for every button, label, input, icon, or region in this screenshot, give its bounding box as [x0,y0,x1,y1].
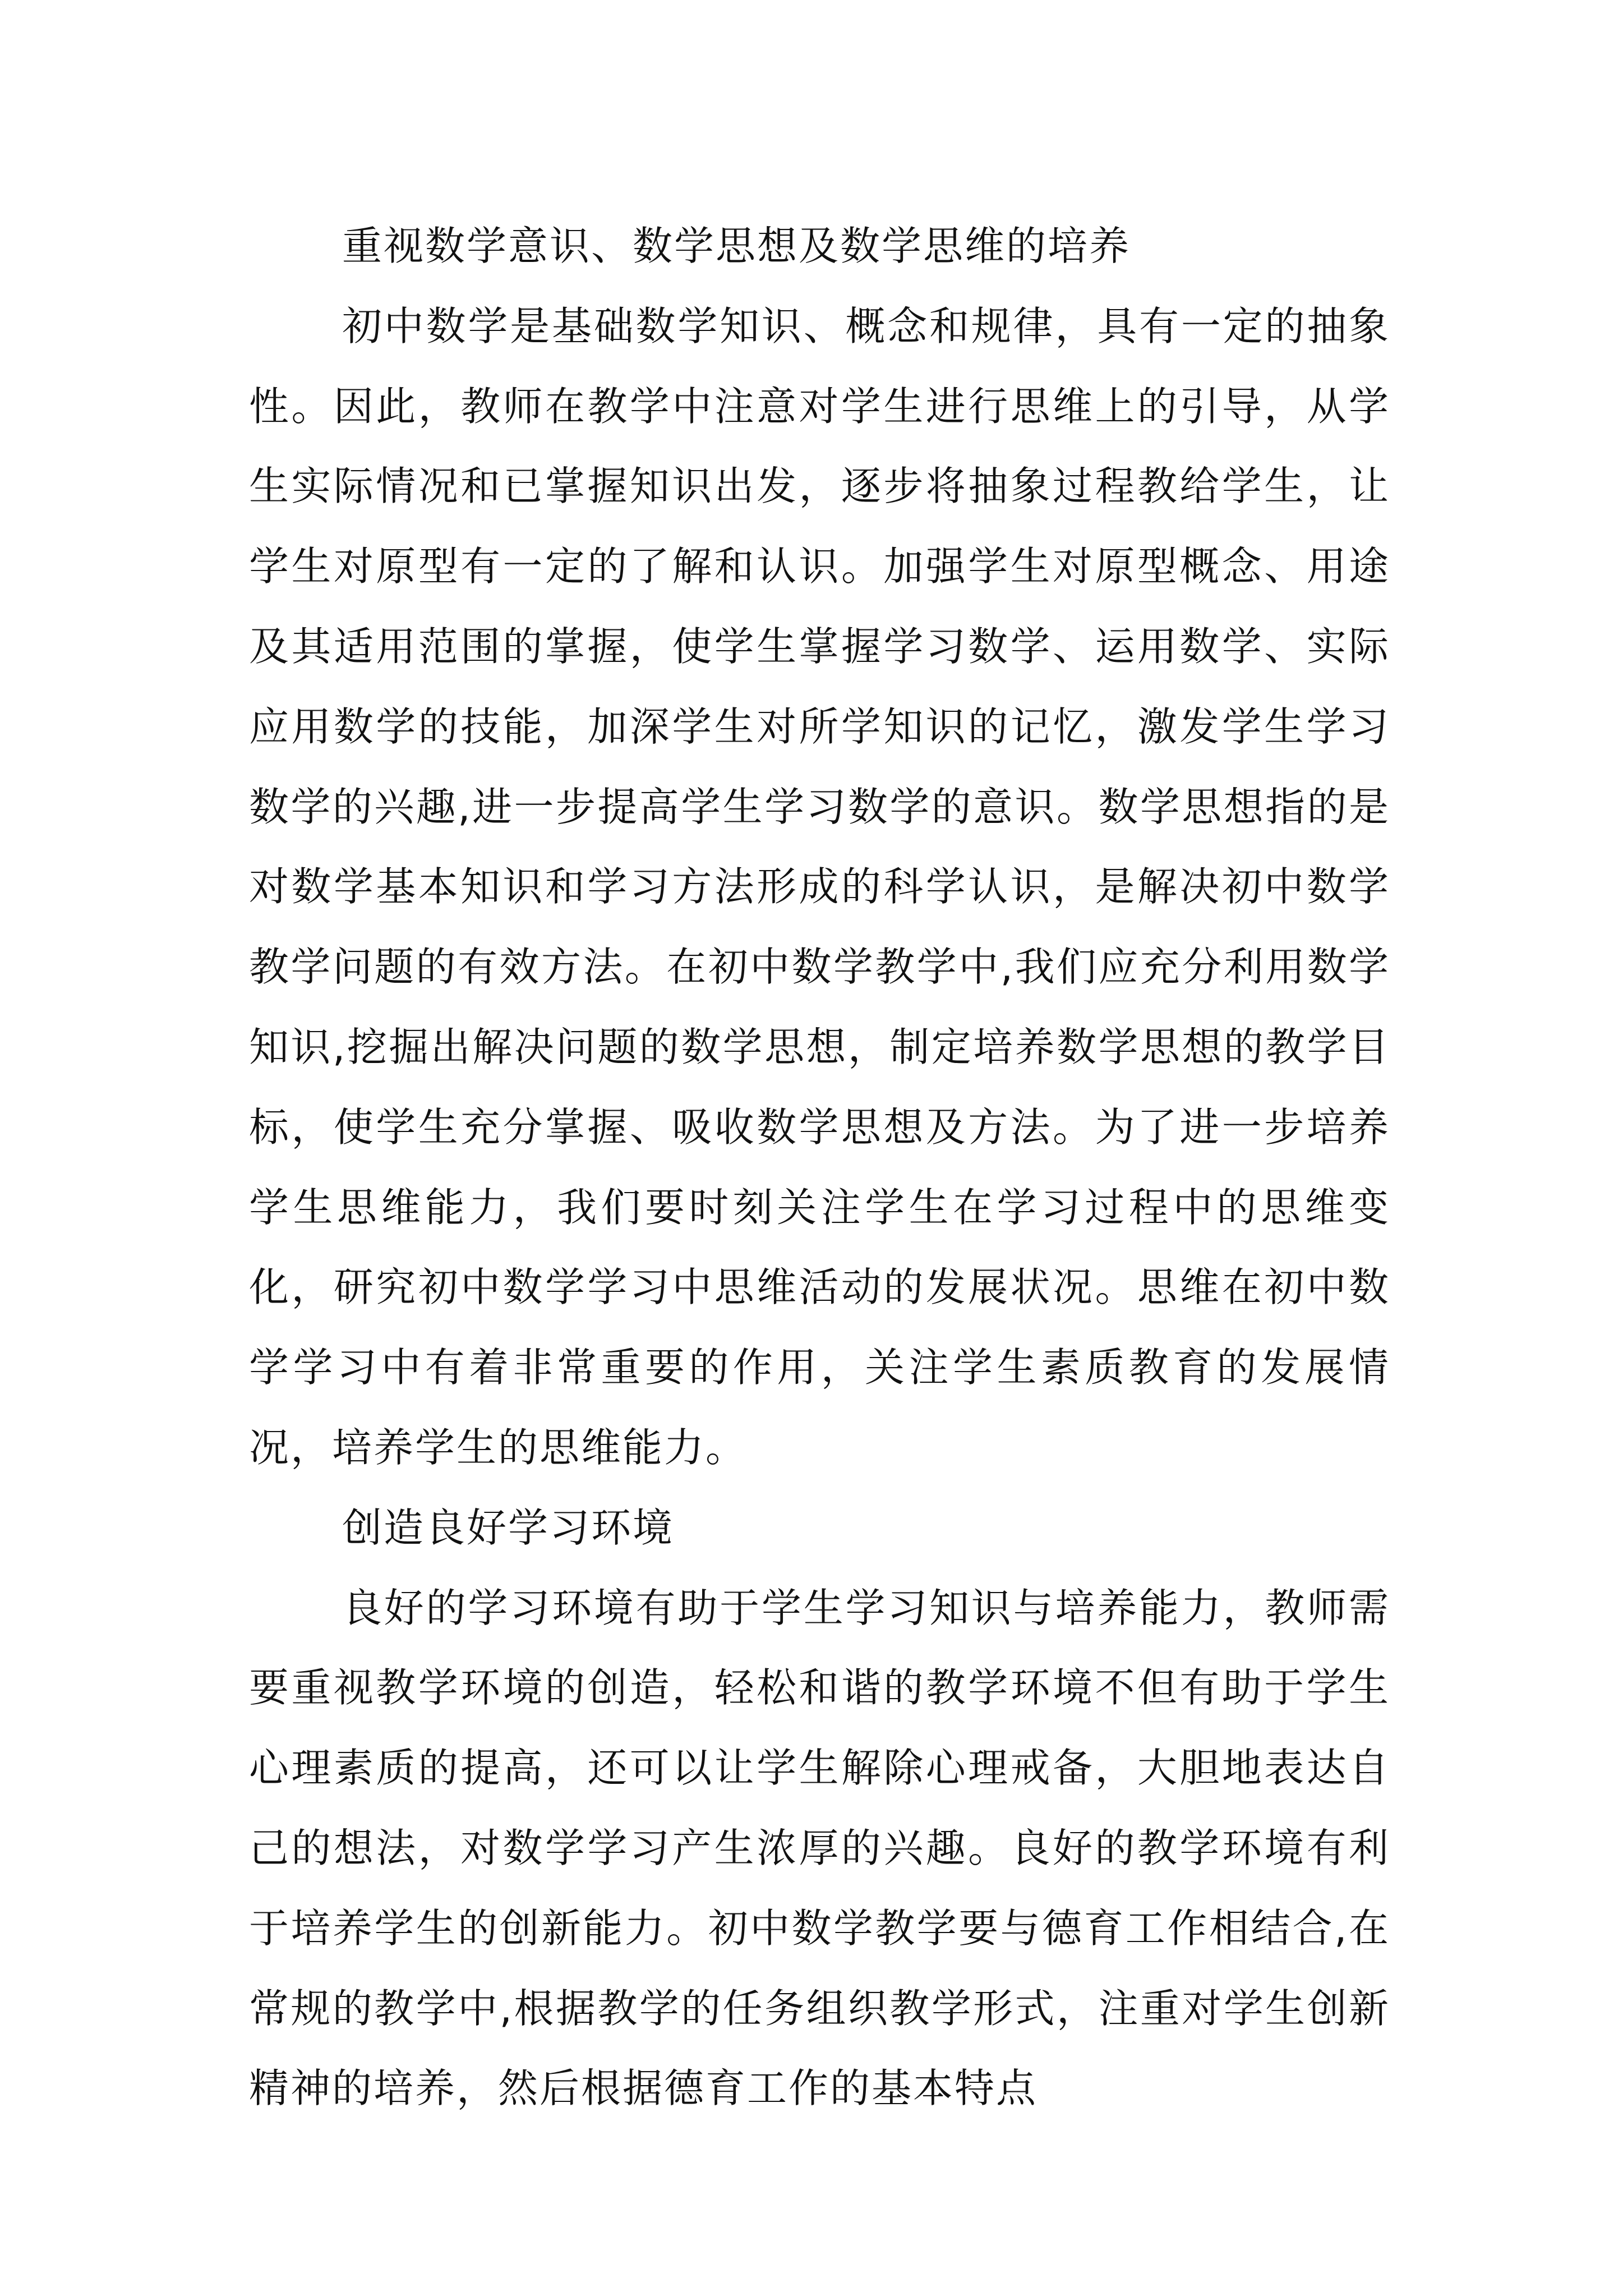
document-body [249,206,1390,2129]
section-heading-math-thinking: 重视数学意识、数学思想及数学思维的培养 [342,223,1131,269]
section-heading-learning-environment: 创造良好学习环境 [342,1504,675,1551]
paragraph-math-thinking: 初中数学是基础数学知识、概念和规律，具有一定的抽象性。因此，教师在教学中注意对学生进行思维上的引导，从学生实际情况和已掌握知识出发，逐步将抽象过程教给学生，让学生对原型有一定的了解和认识。加强学生对原型概念、用途及其适用范围的掌握，使学生掌握学习数学、运用数学、实际应用数学的技能，加深学生对所学知识的记忆，激发学生学习数学的兴趣,进一步提高学生学习数学的意识。数学思想指的是对数学基本知识和学习方法形成的科学认识，是解决初中数学教学问题的有效方法。在初中数学教学中,我们应充分利用数学知识,挖掘出解决问题的数学思想，制定培养数学思想的教学目标，使学生充分掌握、吸收数学思想及方法。为了进一步培养学生思维能力，我们要时刻关注学生在学习过程中的思维变化，研究初中数学学习中思维活动的发展状况。思维在初中数学学习中有着非常重要的作用，关注学生素质教育的发展情况，培养学生的思维能力。 [249,302,1390,1471]
paragraph-learning-environment: 良好的学习环境有助于学生学习知识与培养能力，教师需要重视教学环境的创造，轻松和谐的教学环境不但有助于学生心理素质的提高，还可以让学生解除心理戒备，大胆地表达自己的想法，对数学学习产生浓厚的兴趣。良好的教学环境有利于培养学生的创新能力。初中数学教学要与德育工作相结合,在常规的教学中,根据教学的任务组织教学形式，注重对学生创新精神的培养，然后根据德育工作的基本特点 [249,1584,1390,2112]
